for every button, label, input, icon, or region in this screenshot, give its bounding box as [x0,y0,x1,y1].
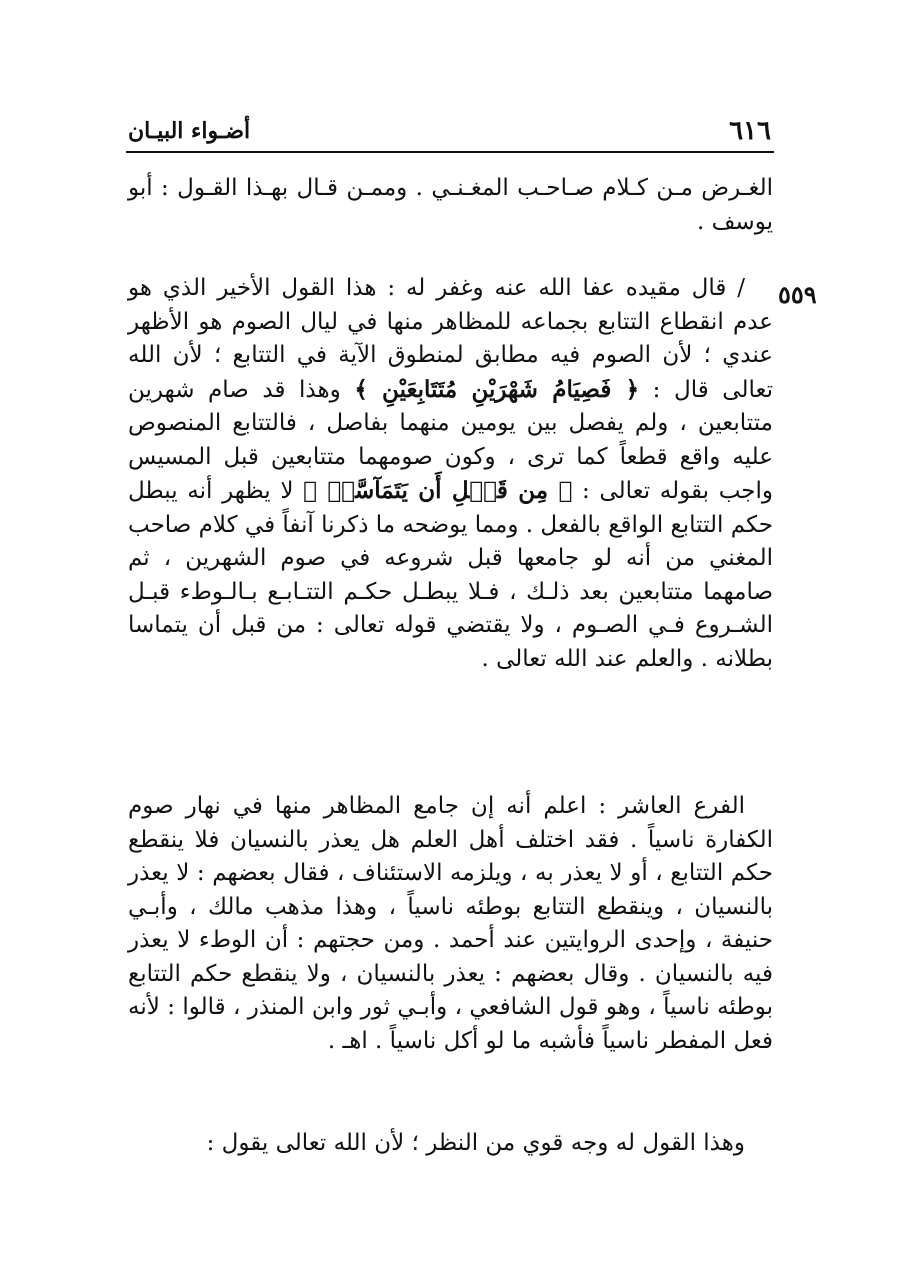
paragraph-2-end: لا يظهر أنه يبطل حكم التتابع الواقع بالفعل . ومما يوضحه ما ذكرنا آنفاً في كلام صاحب المغني من أنه لو جامعها قبل شروعه في صوم الشهرين ، ثم صامهما متتابعين بعد ذلـك ، فـلا يبطـل حكـم التتـابـع بـالـوطء قبـل الشـروع فـي الصـوم ، ولا يقتضي قوله تعالى : من قبل أن يتماسا بطلانه . والعلم عند الله تعالى . [128,478,773,672]
paragraph-4: وهذا القول له وجه قوي من النظر ؛ لأن الله تعالى يقول : [206,1130,745,1156]
header-rule [126,151,774,153]
paragraph-3: الفرع العاشر : اعلم أنه إن جامع المظاهر منها في نهار صوم الكفارة ناسياً . فقد اختلف أهل العلم هل يعذر بالنسيان فلا ينقطع حكم التتابع ، أو لا يعذر به ، ويلزمه الاستئناف ، فقال بعضهم : لا يعذر بالنسيان ، وينقطع التتابع بوطئه ناسياً ، وهذا مذهب مالك ، وأبـي حنيفة ، وإحدى الروايتين عند أحمد . ومن حجتهم : أن الوطء لا يعذر فيه بالنسيان . وقال بعضهم : يعذر بالنسيان ، ولا ينقطع حكم التتابع بوطئه ناسياً ، وهو قول الشافعي ، وأبـي ثور وابن المنذر ، قالوا : لأنه فعل المفطر ناسياً فأشبه ما لو أكل ناسياً . اهـ . [128,793,773,1054]
margin-page-number: ٥٥٩ [778,280,817,309]
page-number: ٦١٦ [729,116,771,146]
paragraph-2 [128,272,773,676]
paragraph-tenth-branch [128,790,773,1058]
paragraph-1: الغـرض مـن كـلام صـاحـب المغـنـي . وممـن قـال بهـذا القـول : أبو يوسف . [128,175,773,235]
page-break-marker: / [737,275,745,301]
quran-verse-1: ﴿ فَصِيَامُ شَهْرَيْنِ مُتَتَابِعَيْنِ ﴾ [354,375,640,403]
paragraph-2-intro: قال مقيده عفا الله عنه وغفر له : هذا القول الأخير الذي هو عدم انقطاع التتابع بجماعه للمظاهر منها في ليال الصوم هو الأظهر عندي ؛ لأن الصوم فيه مطابق لمنطوق الآية في التتابع ؛ لأن الله تعالى قال : [128,275,773,403]
paragraph-author-opinion [128,272,773,676]
page-header [128,112,771,152]
paragraph-final [128,1127,773,1161]
quran-verse-2: ﴿ مِن قَبۡلِ أَن يَتَمَآسَّاۚ ﴾ [303,477,573,504]
running-title: أضـواء البيـان [128,118,251,144]
paragraph-2-middle: وهذا قد صام شهرين متتابعين ، ولم يفصل بين يومين منهما بفاصل ، فالتتابع المنصوص عليه واقع قطعاً كما ترى ، وكون صومهما متتابعين قبل المسيس واجب بقوله تعالى : [128,376,774,504]
paragraph-continuation [128,172,773,239]
